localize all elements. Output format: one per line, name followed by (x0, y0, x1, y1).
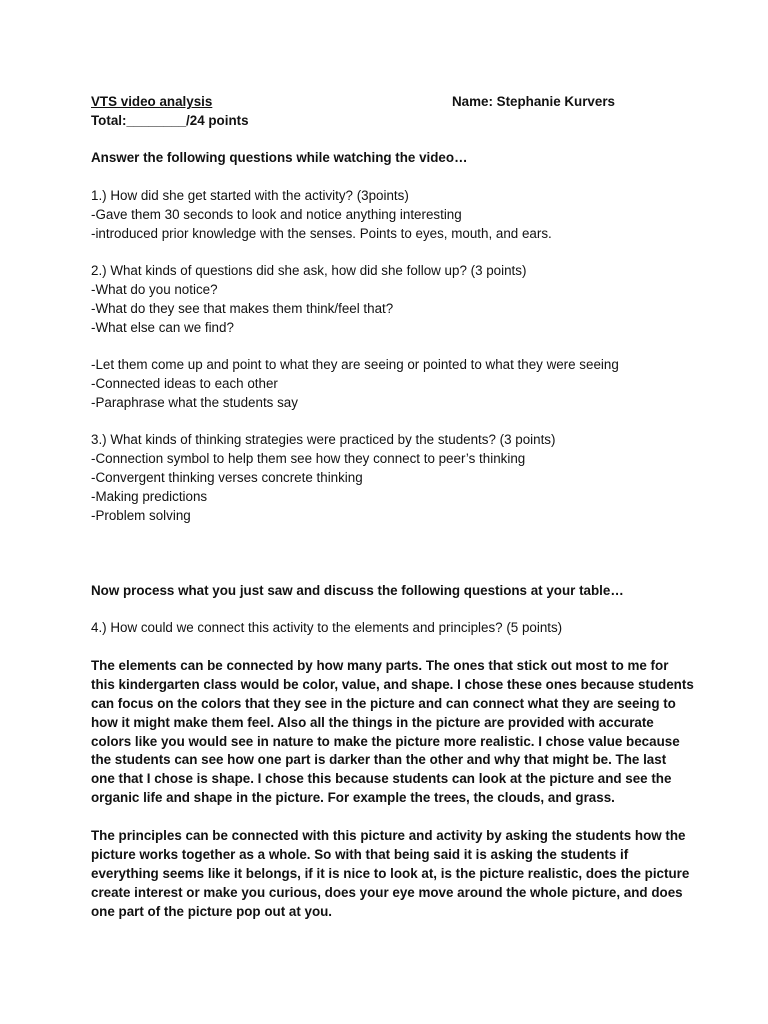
answer-line: -What else can we find? (91, 319, 234, 335)
paragraph-line: how it might make them feel. Also all the things in the picture are provided with accurate (91, 714, 654, 730)
total-points: Total:________/24 points (91, 112, 249, 128)
answer-line: -Problem solving (91, 507, 191, 523)
question-1: 1.) How did she get started with the activity? (3points) (91, 187, 409, 203)
instructions-watching: Answer the following questions while watching the video… (91, 150, 468, 166)
paragraph-line: one that I chose is shape. I chose this because students can look at the picture and see the (91, 771, 672, 787)
question-2: 2.) What kinds of questions did she ask, how did she follow up? (3 points) (91, 263, 527, 279)
answer-line: -Making predictions (91, 488, 208, 504)
paragraph-line: can focus on the colors that they see in the picture and can connect what they are seeing to (91, 695, 676, 711)
paragraph-line: everything seems like it belongs, if it is nice to look at, is the picture realistic, does the picture (91, 865, 690, 881)
paragraph-line: this kindergarten class would be color, value, and shape. I chose these ones because students (91, 676, 694, 692)
paragraph-line: picture works together as a whole. So with that being said it is asking the students if (91, 846, 629, 862)
answer-line: -Connection symbol to help them see how they connect to peer’s thinking (91, 451, 526, 467)
elements-paragraph (91, 657, 694, 808)
worksheet-title: VTS video analysis (91, 94, 213, 109)
paragraph-line: The principles can be connected with this picture and activity by asking the students how the (91, 827, 686, 843)
paragraph-line: organic life and shape in the picture. For example the trees, the clouds, and grass. (91, 790, 615, 806)
answer-line: -Convergent thinking verses concrete thinking (91, 469, 363, 485)
question-4: 4.) How could we connect this activity to the elements and principles? (5 points) (91, 620, 563, 636)
paragraph-line: the students can see how one part is darker than the other and why that might be. The last (91, 752, 667, 768)
paragraph-line: create interest or make you curious, does your eye move around the whole picture, and does (91, 884, 683, 900)
question-3: 3.) What kinds of thinking strategies were practiced by the students? (3 points) (91, 432, 556, 448)
paragraph-line: The elements can be connected by how many parts. The ones that stick out most to me for (91, 657, 669, 673)
principles-paragraph (91, 827, 690, 922)
answer-line: -What do you notice? (91, 281, 218, 297)
header (91, 93, 691, 112)
student-name: Name: Stephanie Kurvers (452, 94, 615, 109)
answer-line: -Gave them 30 seconds to look and notice anything interesting (91, 206, 462, 222)
paragraph-line: colors like you would see in nature to make the picture more realistic. I chose value because (91, 733, 680, 749)
instructions-discussion: Now process what you just saw and discuss the following questions at your table… (91, 582, 624, 598)
answer-line: -Connected ideas to each other (91, 375, 278, 391)
worksheet (91, 93, 694, 921)
paragraph-line: one part of the picture pop out at you. (91, 903, 333, 919)
answer-line: -Let them come up and point to what they are seeing or pointed to what they were seeing (91, 357, 619, 373)
answer-line: -Paraphrase what the students say (91, 394, 298, 410)
answer-line: -What do they see that makes them think/feel that? (91, 300, 394, 316)
answer-line: -introduced prior knowledge with the senses. Points to eyes, mouth, and ears. (91, 225, 552, 241)
